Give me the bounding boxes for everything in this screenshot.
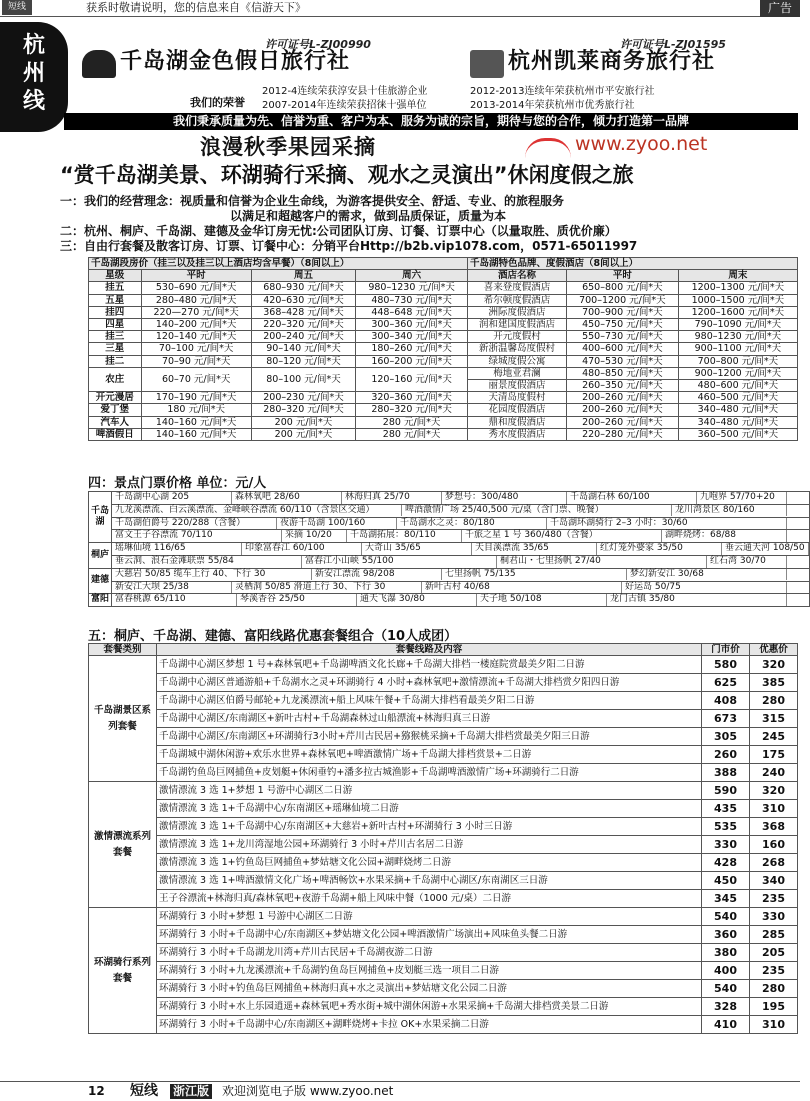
price-cell: 450–750 元/间*天 bbox=[566, 319, 678, 331]
discount-price: 385 bbox=[750, 674, 798, 692]
package-route: 环湖骑行 3 小时+九龙溪漂流+千岛湖钓鱼岛巨网捕鱼+皮划艇三选一项目二日游 bbox=[157, 962, 702, 980]
price-cell: 80–100 元/间*天 bbox=[251, 367, 355, 391]
col-header: 平时 bbox=[141, 270, 251, 282]
hotel-name: 开元度假村 bbox=[468, 331, 567, 343]
intro-1b: 以满足和超越客户的需求，做到品质保证，质量为本 bbox=[230, 209, 507, 223]
package-category: 激情漂流系列套餐 bbox=[89, 782, 157, 908]
ticket-item: 新叶古村 40/68 bbox=[422, 582, 622, 594]
star-level: 五星 bbox=[89, 294, 142, 306]
price-cell: 60–70 元/间*天 bbox=[141, 367, 251, 391]
package-row bbox=[89, 836, 798, 854]
ticket-item: 天目溪漂流 35/65 bbox=[472, 543, 597, 555]
discount-price: 205 bbox=[750, 944, 798, 962]
ticket-row bbox=[112, 543, 810, 556]
ticket-item: 红石湾 30/70 bbox=[707, 556, 787, 568]
package-route: 千岛湖钓鱼岛巨网捕鱼+皮划艇+休闲垂钓+潘多拉古城渔影+千岛湖啤酒激情广场+环湖骑行二日游 bbox=[157, 764, 702, 782]
package-route: 千岛湖中心湖区/东南湖区+新叶古村+千岛湖森林过山船漂流+林海归真三日游 bbox=[157, 710, 702, 728]
retail-price: 408 bbox=[702, 692, 750, 710]
price-cell: 180 元/间*天 bbox=[141, 404, 251, 416]
hotel-row bbox=[89, 343, 798, 355]
hotel-name: 喜来登度假酒店 bbox=[468, 282, 567, 294]
price-cell: 550–730 元/间*天 bbox=[566, 331, 678, 343]
star-level: 啤酒假日 bbox=[89, 428, 142, 440]
package-row bbox=[89, 980, 798, 998]
hotel-name: 希尔顿度假酒店 bbox=[468, 294, 567, 306]
price-cell: 260–350 元/间*天 bbox=[566, 380, 678, 392]
promo-subtitle: “赏千岛湖美景、环湖骑行采摘、观水之灵演出”休闲度假之旅 bbox=[60, 163, 634, 187]
package-route: 激情漂流 3 选 1+钓鱼岛巨网捕鱼+梦姑塘文化公园+湖畔烧烤二日游 bbox=[157, 854, 702, 872]
hotel-row bbox=[89, 367, 798, 379]
col-header: 星级 bbox=[89, 270, 142, 282]
discount-price: 285 bbox=[750, 926, 798, 944]
ticket-item: 采摘 10/20 bbox=[282, 530, 347, 542]
ticket-item: 千岛湖石林 60/100 bbox=[567, 492, 697, 504]
ticket-item: 七里扬帆 75/135 bbox=[442, 569, 627, 581]
price-cell: 320–360 元/间*天 bbox=[356, 392, 468, 404]
ticket-item: 千旅之星 1 号 360/480（含餐） bbox=[462, 530, 662, 542]
price-cell: 200–240 元/间*天 bbox=[251, 331, 355, 343]
honor-4: 2013-2014年荣获杭州市优秀旅行社 bbox=[470, 100, 635, 111]
package-category: 千岛湖景区系列套餐 bbox=[89, 656, 157, 782]
sun-logo-icon bbox=[525, 138, 571, 160]
star-level: 三星 bbox=[89, 343, 142, 355]
star-level: 开元漫居 bbox=[89, 392, 142, 404]
ticket-row bbox=[112, 555, 810, 568]
price-cell: 90–140 元/间*天 bbox=[251, 343, 355, 355]
package-row bbox=[89, 926, 798, 944]
ticket-item: 千岛湖伯爵号 220/288（含餐） bbox=[112, 518, 277, 530]
ticket-item: 千岛湖中心湖 205 bbox=[112, 492, 232, 504]
retail-price: 410 bbox=[702, 1016, 750, 1034]
hotel-name: 鼎和度假酒店 bbox=[468, 416, 567, 428]
retail-price: 535 bbox=[702, 818, 750, 836]
promo-url[interactable]: www.zyoo.net bbox=[575, 133, 708, 155]
hotel-right-title: 千岛湖特色品牌、度假酒店（8间以上） bbox=[468, 258, 798, 270]
ticket-item: 梦想号：300/480 bbox=[442, 492, 567, 504]
hotel-row bbox=[89, 294, 798, 306]
package-row bbox=[89, 674, 798, 692]
retail-price: 673 bbox=[702, 710, 750, 728]
honor-3: 2007-2014年连续荣获招徕十强单位 bbox=[262, 100, 427, 111]
col-header: 优惠价 bbox=[750, 644, 798, 656]
price-cell: 1200–1600 元/间*天 bbox=[678, 306, 797, 318]
price-cell: 170–190 元/间*天 bbox=[141, 392, 251, 404]
col-header: 平时 bbox=[566, 270, 678, 282]
honor-label: 我们的荣誉 bbox=[190, 96, 245, 109]
price-cell: 200 元/间*天 bbox=[251, 416, 355, 428]
price-cell: 280 元/间*天 bbox=[356, 428, 468, 440]
price-cell: 980–1230 元/间*天 bbox=[678, 331, 797, 343]
package-route: 环湖骑行 3 小时+千岛湖龙川湾+芹川古民居+千岛湖夜游二日游 bbox=[157, 944, 702, 962]
slogan-bar: 我们秉承质量为先、信誉为重、客户为本、服务为诚的宗旨，期待与您的合作，倾力打造第一品牌 bbox=[64, 113, 798, 130]
retail-price: 540 bbox=[702, 980, 750, 998]
retail-price: 380 bbox=[702, 944, 750, 962]
left-company-name: 千岛湖金色假日旅行社 bbox=[120, 49, 351, 74]
ticket-item: 垂云洞、浪石金滩联票 55/84 bbox=[112, 556, 302, 568]
price-cell: 200–260 元/间*天 bbox=[566, 392, 678, 404]
price-cell: 280–320 元/间*天 bbox=[356, 404, 468, 416]
price-cell: 70–90 元/间*天 bbox=[141, 355, 251, 367]
package-route: 激情漂流 3 选 1+千岛湖中心/东南湖区+大慈岩+新叶古村+环湖骑行 3 小时三日游 bbox=[157, 818, 702, 836]
star-level: 汽车人 bbox=[89, 416, 142, 428]
col-header: 门市价 bbox=[702, 644, 750, 656]
tickets-title: 四：景点门票价格 单位：元/人 bbox=[88, 476, 267, 491]
ticket-item: 好运岛 50/75 bbox=[622, 582, 787, 594]
package-row bbox=[89, 656, 798, 674]
hotel-name: 花园度假酒店 bbox=[468, 404, 567, 416]
package-category: 环湖骑行系列套餐 bbox=[89, 908, 157, 1034]
package-row bbox=[89, 764, 798, 782]
ticket-item: 富文王子谷漂流 70/110 bbox=[112, 530, 282, 542]
k-logo-icon bbox=[470, 50, 504, 78]
retail-price: 435 bbox=[702, 800, 750, 818]
ticket-item: 千岛湖水之灵：80/180 bbox=[397, 518, 547, 530]
package-route: 千岛湖中心湖区普通游船+千岛湖水之灵+环湖骑行 4 小时+森林氧吧+激情漂流+千岛湖大排档赏夕阳四日游 bbox=[157, 674, 702, 692]
ticket-item: 桐君山・七里扬帆 27/40 bbox=[497, 556, 707, 568]
side-char: 线 bbox=[22, 89, 45, 114]
discount-price: 160 bbox=[750, 836, 798, 854]
price-cell: 460–500 元/间*天 bbox=[678, 392, 797, 404]
intro-3: 三：自由行套餐及散客订房、订票、订餐中心：分销平台Http://b2b.vip1078.com，0571-65011997 bbox=[60, 239, 638, 253]
package-row bbox=[89, 746, 798, 764]
price-cell: 680–930 元/间*天 bbox=[251, 282, 355, 294]
discount-price: 310 bbox=[750, 1016, 798, 1034]
package-route: 千岛湖中心湖区伯爵号邮轮+九龙溪漂流+船上风味午餐+千岛湖大排档看最美夕阳二日游 bbox=[157, 692, 702, 710]
region-tl: 桐庐 bbox=[89, 543, 112, 569]
package-route: 千岛湖中心湖区/东南湖区+环湖骑行3小时+芹川古民居+猕猴桃采摘+千岛湖大排档赏最美夕阳三日游 bbox=[157, 728, 702, 746]
package-route: 环湖骑行 3 小时+千岛湖中心/东南湖区+湖畔烧烤+卡拉 OK+水果采摘二日游 bbox=[157, 1016, 702, 1034]
price-cell: 300–360 元/间*天 bbox=[356, 319, 468, 331]
ticket-row bbox=[112, 492, 810, 505]
price-cell: 368–428 元/间*天 bbox=[251, 306, 355, 318]
discount-price: 310 bbox=[750, 800, 798, 818]
hotel-name: 新浙温馨岛度假村 bbox=[468, 343, 567, 355]
ticket-item: 林海归真 25/70 bbox=[342, 492, 442, 504]
hotel-row bbox=[89, 392, 798, 404]
hotel-row bbox=[89, 404, 798, 416]
discount-price: 268 bbox=[750, 854, 798, 872]
ticket-item: 千岛湖环湖骑行 2–3 小时：30/60 bbox=[547, 518, 787, 530]
hotel-row bbox=[89, 282, 798, 294]
price-cell: 280–480 元/间*天 bbox=[141, 294, 251, 306]
ticket-item: 九咆界 57/70+20 bbox=[697, 492, 787, 504]
retail-price: 260 bbox=[702, 746, 750, 764]
ticket-item: 垂云通天河 108/50 bbox=[722, 543, 809, 555]
hotel-name: 丽景度假酒店 bbox=[468, 380, 567, 392]
mountain-logo-icon bbox=[82, 50, 116, 78]
hotel-name: 天清岛度假村 bbox=[468, 392, 567, 404]
retail-price: 590 bbox=[702, 782, 750, 800]
discount-price: 315 bbox=[750, 710, 798, 728]
ticket-row bbox=[112, 594, 810, 607]
price-cell: 700–1200 元/间*天 bbox=[566, 294, 678, 306]
retail-price: 625 bbox=[702, 674, 750, 692]
price-cell: 1000–1500 元/间*天 bbox=[678, 294, 797, 306]
hotel-row bbox=[89, 416, 798, 428]
hotel-row bbox=[89, 331, 798, 343]
price-cell: 448–648 元/间*天 bbox=[356, 306, 468, 318]
col-header: 套餐线路及内容 bbox=[157, 644, 702, 656]
discount-price: 320 bbox=[750, 782, 798, 800]
price-cell: 200–260 元/间*天 bbox=[566, 404, 678, 416]
col-header: 套餐类别 bbox=[89, 644, 157, 656]
side-char: 杭 bbox=[22, 33, 45, 58]
ticket-item: 印象富春江 60/100 bbox=[242, 543, 362, 555]
price-cell: 140–200 元/间*天 bbox=[141, 319, 251, 331]
package-row bbox=[89, 782, 798, 800]
price-cell: 220—270 元/间*天 bbox=[141, 306, 251, 318]
footer-text[interactable]: 欢迎浏览电子版 www.zyoo.net bbox=[222, 1084, 394, 1098]
ticket-row bbox=[112, 504, 810, 517]
ticket-item: 九龙溪漂流、白云溪漂流、金峰峡谷漂流 60/110（含景区交通） bbox=[112, 505, 402, 517]
side-char: 州 bbox=[22, 61, 45, 86]
retail-price: 580 bbox=[702, 656, 750, 674]
price-cell: 420–630 元/间*天 bbox=[251, 294, 355, 306]
package-route: 激情漂流 3 选 1+龙川湾湿地公园+环湖骑行 3 小时+芹川古名居二日游 bbox=[157, 836, 702, 854]
honor-2: 2012-2013连续年荣获杭州市平安旅行社 bbox=[470, 86, 655, 97]
price-cell: 80–120 元/间*天 bbox=[251, 355, 355, 367]
package-route: 激情漂流 3 选 1+啤酒激情文化广场+啤酒畅饮+水果采摘+千岛湖中心湖区/东南湖区三日游 bbox=[157, 872, 702, 890]
ticket-item: 龙川湾景区 80/160 bbox=[672, 505, 787, 517]
hotel-table bbox=[88, 257, 798, 441]
price-cell: 530–690 元/间*天 bbox=[141, 282, 251, 294]
intro-1: 一：我们的经营理念：视质量和信誉为企业生命线，为游客提供安全、舒适、专业、的旅程服务 bbox=[60, 194, 565, 208]
packages-title: 五：桐庐、千岛湖、建德、富阳线路优惠套餐组合（10人成团） bbox=[88, 629, 458, 644]
col-header: 周末 bbox=[678, 270, 797, 282]
discount-price: 368 bbox=[750, 818, 798, 836]
footer bbox=[0, 1081, 800, 1100]
price-cell: 280 元/间*天 bbox=[356, 416, 468, 428]
hotel-row bbox=[89, 428, 798, 440]
price-cell: 140–160 元/间*天 bbox=[141, 428, 251, 440]
package-row bbox=[89, 818, 798, 836]
hotel-name: 洲际度假酒店 bbox=[468, 306, 567, 318]
price-cell: 480–850 元/间*天 bbox=[566, 367, 678, 379]
package-route: 环湖骑行 3 小时+钓鱼岛巨网捕鱼+林海归真+水之灵演出+梦姑塘文化公园二日游 bbox=[157, 980, 702, 998]
package-route: 环湖骑行 3 小时+水上乐园逍遥+森林氧吧+秀水街+城中湖休闲游+水果采摘+千岛湖大排档赏美景二日游 bbox=[157, 998, 702, 1016]
package-route: 环湖骑行 3 小时+千岛湖中心/东南湖区+梦姑塘文化公园+啤酒激情广场演出+风味鱼头餐二日游 bbox=[157, 926, 702, 944]
ticket-item: 夜游千岛湖 100/160 bbox=[277, 518, 397, 530]
retail-price: 540 bbox=[702, 908, 750, 926]
price-cell: 220–280 元/间*天 bbox=[566, 428, 678, 440]
ticket-item: 富春江小山峡 55/100 bbox=[302, 556, 497, 568]
region-fy: 富阳 bbox=[89, 594, 112, 607]
hotel-row bbox=[89, 355, 798, 367]
retail-price: 328 bbox=[702, 998, 750, 1016]
price-cell: 340–480 元/间*天 bbox=[678, 416, 797, 428]
price-cell: 120–140 元/间*天 bbox=[141, 331, 251, 343]
ticket-item: 森林氧吧 28/60 bbox=[232, 492, 342, 504]
price-cell: 220–320 元/间*天 bbox=[251, 319, 355, 331]
price-cell: 160–200 元/间*天 bbox=[356, 355, 468, 367]
price-cell: 280–320 元/间*天 bbox=[251, 404, 355, 416]
edition-badge: 浙江版 bbox=[170, 1084, 212, 1099]
package-row bbox=[89, 728, 798, 746]
price-cell: 70–100 元/间*天 bbox=[141, 343, 251, 355]
retail-price: 428 bbox=[702, 854, 750, 872]
price-cell: 700–800 元/间*天 bbox=[678, 355, 797, 367]
left-license: 许可证号L-ZJ00990 bbox=[265, 38, 371, 51]
ticket-item: 梦幻新安江 30/68 bbox=[627, 569, 787, 581]
ticket-item: 红灯笼外婆家 35/50 bbox=[597, 543, 722, 555]
top-bar bbox=[0, 0, 800, 17]
ticket-item: 琴溪香谷 25/50 bbox=[237, 594, 357, 606]
package-row bbox=[89, 872, 798, 890]
price-cell: 480–600 元/间*天 bbox=[678, 380, 797, 392]
package-row bbox=[89, 962, 798, 980]
ticket-row bbox=[112, 517, 810, 530]
package-route: 环湖骑行 3 小时+梦想 1 号游中心湖区二日游 bbox=[157, 908, 702, 926]
hotel-name: 秀水度假酒店 bbox=[468, 428, 567, 440]
package-route: 千岛湖中心湖区梦想 1 号+森林氧吧+千岛湖啤酒文化长廊+千岛湖大排档一楼庭院赏最美夕阳二日游 bbox=[157, 656, 702, 674]
star-level: 挂三 bbox=[89, 331, 142, 343]
retail-price: 360 bbox=[702, 926, 750, 944]
discount-price: 280 bbox=[750, 692, 798, 710]
price-cell: 360–500 元/间*天 bbox=[678, 428, 797, 440]
star-level: 挂二 bbox=[89, 355, 142, 367]
package-row bbox=[89, 1016, 798, 1034]
hotel-name: 绿城度假公寓 bbox=[468, 355, 567, 367]
price-cell: 300–340 元/间*天 bbox=[356, 331, 468, 343]
right-license: 许可证号L-ZJ01595 bbox=[620, 38, 726, 51]
price-cell: 340–480 元/间*天 bbox=[678, 404, 797, 416]
ticket-item: 湖畔烧烤：68/88 bbox=[662, 530, 787, 542]
price-cell: 200 元/间*天 bbox=[251, 428, 355, 440]
discount-price: 195 bbox=[750, 998, 798, 1016]
price-cell: 180–260 元/间*天 bbox=[356, 343, 468, 355]
discount-price: 245 bbox=[750, 728, 798, 746]
package-row bbox=[89, 944, 798, 962]
ticket-item: 富春桃源 65/110 bbox=[112, 594, 237, 606]
route-side-tab bbox=[0, 22, 68, 132]
package-row bbox=[89, 710, 798, 728]
package-row bbox=[89, 854, 798, 872]
ticket-item: 龙门古镇 35/80 bbox=[607, 594, 787, 606]
discount-price: 240 bbox=[750, 764, 798, 782]
package-row bbox=[89, 908, 798, 926]
ticket-item: 啤酒激情广场 25/40,500 元/桌（含门票、晚餐） bbox=[402, 505, 672, 517]
star-level: 爱丁堡 bbox=[89, 404, 142, 416]
honor-1: 2012-4连续荣获淳安县十佳旅游企业 bbox=[262, 86, 428, 97]
retail-price: 450 bbox=[702, 872, 750, 890]
ticket-item: 新安江大坝 25/38 bbox=[112, 582, 232, 594]
region-qdh: 千岛湖 bbox=[89, 492, 112, 543]
ticket-item: 大奇山 35/65 bbox=[362, 543, 472, 555]
price-cell: 200–230 元/间*天 bbox=[251, 392, 355, 404]
price-cell: 120–160 元/间*天 bbox=[356, 367, 468, 391]
price-cell: 470–530 元/间*天 bbox=[566, 355, 678, 367]
price-cell: 400–600 元/间*天 bbox=[566, 343, 678, 355]
hotel-row bbox=[89, 319, 798, 331]
price-cell: 900–1100 元/间*天 bbox=[678, 343, 797, 355]
hotel-name: 梅地亚君澜 bbox=[468, 367, 567, 379]
discount-price: 235 bbox=[750, 962, 798, 980]
ad-label: 广告 bbox=[760, 0, 800, 17]
ticket-item: 通天飞瀑 30/80 bbox=[357, 594, 477, 606]
price-cell: 790–1090 元/间*天 bbox=[678, 319, 797, 331]
package-route: 王子谷漂流+林海归真/森林氧吧+夜游千岛湖+船上风味中餐（1000 元/桌）二日游 bbox=[157, 890, 702, 908]
discount-price: 235 bbox=[750, 890, 798, 908]
page-number: 12 bbox=[88, 1084, 105, 1098]
package-row bbox=[89, 692, 798, 710]
hotel-left-title: 千岛湖段房价（挂三以及挂三以上酒店均含早餐）（8间以上） bbox=[89, 258, 468, 270]
discount-price: 330 bbox=[750, 908, 798, 926]
hotel-name: 润和建国度假酒店 bbox=[468, 319, 567, 331]
star-level: 挂四 bbox=[89, 306, 142, 318]
right-company-name: 杭州凯莱商务旅行社 bbox=[508, 49, 716, 74]
retail-price: 305 bbox=[702, 728, 750, 746]
retail-price: 400 bbox=[702, 962, 750, 980]
retail-price: 330 bbox=[702, 836, 750, 854]
package-row bbox=[89, 998, 798, 1016]
star-level: 挂五 bbox=[89, 282, 142, 294]
price-cell: 140–160 元/间*天 bbox=[141, 416, 251, 428]
col-header: 酒店名称 bbox=[468, 270, 567, 282]
package-route: 激情漂流 3 选 1+梦想 1 号游中心湖区二日游 bbox=[157, 782, 702, 800]
ticket-item: 灵栖洞 50/85 滑道上行 30、下行 30 bbox=[232, 582, 422, 594]
star-level: 农庄 bbox=[89, 367, 142, 391]
package-row bbox=[89, 800, 798, 818]
ticket-row bbox=[112, 568, 810, 581]
ticket-item: 大慈岩 50/85 缆车上行 40、下行 30 bbox=[112, 569, 312, 581]
ticket-table bbox=[88, 491, 810, 607]
col-header: 周六 bbox=[356, 270, 468, 282]
ticket-item: 瑶琳仙境 116/65 bbox=[112, 543, 242, 555]
col-header: 周五 bbox=[251, 270, 355, 282]
package-route: 千岛湖城中湖休闲游+欢乐水世界+森林氧吧+啤酒激情广场+千岛湖大排档赏景+二日游 bbox=[157, 746, 702, 764]
discount-price: 175 bbox=[750, 746, 798, 764]
price-cell: 650–800 元/间*天 bbox=[566, 282, 678, 294]
right-company bbox=[470, 44, 715, 78]
top-notice: 获系时敬请说明，您的信息来自《信游天下》 bbox=[86, 1, 306, 14]
region-jd: 建德 bbox=[89, 568, 112, 594]
promo-title: 浪漫秋季果园采摘 bbox=[200, 135, 376, 159]
left-company bbox=[82, 44, 350, 78]
ticket-item: 天子地 50/108 bbox=[477, 594, 607, 606]
package-table bbox=[88, 643, 798, 1034]
discount-price: 320 bbox=[750, 656, 798, 674]
price-cell: 980–1230 元/间*天 bbox=[356, 282, 468, 294]
retail-price: 345 bbox=[702, 890, 750, 908]
package-route: 激情漂流 3 选 1+千岛湖中心/东南湖区+瑶琳仙境二日游 bbox=[157, 800, 702, 818]
hotel-row bbox=[89, 306, 798, 318]
ticket-item: 新安江漂流 98/208 bbox=[312, 569, 442, 581]
price-cell: 480–730 元/间*天 bbox=[356, 294, 468, 306]
publication-logo: 短线 bbox=[2, 0, 32, 15]
discount-price: 280 bbox=[750, 980, 798, 998]
price-cell: 900–1200 元/间*天 bbox=[678, 367, 797, 379]
price-cell: 1200–1300 元/间*天 bbox=[678, 282, 797, 294]
ticket-row bbox=[112, 581, 810, 594]
ticket-item: 千岛湖拓展：80/110 bbox=[347, 530, 462, 542]
price-cell: 700–900 元/间*天 bbox=[566, 306, 678, 318]
footer-label: 短线 bbox=[130, 1083, 158, 1099]
star-level: 四星 bbox=[89, 319, 142, 331]
retail-price: 388 bbox=[702, 764, 750, 782]
ticket-row bbox=[112, 530, 810, 543]
discount-price: 340 bbox=[750, 872, 798, 890]
package-row bbox=[89, 890, 798, 908]
intro-2: 二：杭州、桐庐、千岛湖、建德及金华订房无忧:公司团队订房、订餐、订票中心（以量取胜、质优价廉） bbox=[60, 224, 617, 238]
price-cell: 200–260 元/间*天 bbox=[566, 416, 678, 428]
